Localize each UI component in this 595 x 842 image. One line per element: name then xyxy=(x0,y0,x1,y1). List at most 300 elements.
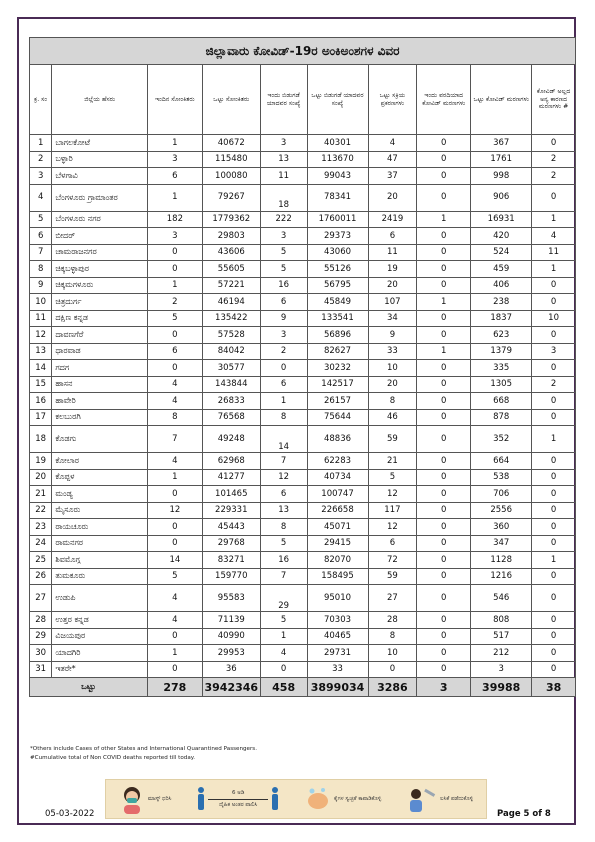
table-cell: 47 xyxy=(368,151,417,168)
table-cell: 3 xyxy=(147,228,202,245)
footnotes xyxy=(30,745,257,763)
table-cell: 79267 xyxy=(202,184,260,211)
district-name-cell: ಚಿತ್ರದುರ್ಗ xyxy=(52,294,148,311)
table-cell: 14 xyxy=(147,552,202,569)
table-cell: 82070 xyxy=(307,552,368,569)
table-cell: 2556 xyxy=(471,502,532,519)
total-row xyxy=(30,678,576,697)
table-cell: 1837 xyxy=(471,310,532,327)
table-cell: 21 xyxy=(30,486,52,503)
district-name-cell: ಗದಗ xyxy=(52,360,148,377)
table-cell: 29415 xyxy=(307,535,368,552)
table-row xyxy=(30,453,576,470)
table-cell: 29768 xyxy=(202,535,260,552)
table-cell: 0 xyxy=(532,661,576,678)
district-name-cell: ಚಿಕ್ಕಮಗಳೂರು xyxy=(52,277,148,294)
table-cell: 0 xyxy=(417,453,471,470)
table-cell: 524 xyxy=(471,244,532,261)
table-cell: 12 xyxy=(368,486,417,503)
table-cell: 1 xyxy=(147,645,202,662)
table-cell: 1305 xyxy=(471,376,532,393)
table-cell: 7 xyxy=(260,568,307,585)
table-cell: 0 xyxy=(532,184,576,211)
table-cell: 1 xyxy=(532,211,576,228)
table-cell: 0 xyxy=(532,409,576,426)
table-cell: 5 xyxy=(260,535,307,552)
district-name-cell: ಶಿವಮೊಗ್ಗ xyxy=(52,552,148,569)
column-header: ಕೋವಿಡ್ ಅಲ್ಲದ ಅನ್ಯ ಕಾರಣದ ಮರಣಗಳು # xyxy=(532,65,576,135)
table-cell: 4 xyxy=(30,184,52,211)
column-header: ಒಟ್ಟು ಬಿಡುಗಡೆ ಯಾದವರ ಸಂಖ್ಯೆ xyxy=(307,65,368,135)
table-cell: 70303 xyxy=(307,612,368,629)
table-cell: 13 xyxy=(260,502,307,519)
table-cell: 55605 xyxy=(202,261,260,278)
distance-item xyxy=(197,786,279,812)
table-cell: 5 xyxy=(147,568,202,585)
table-cell: 0 xyxy=(417,135,471,152)
table-cell: 0 xyxy=(417,244,471,261)
table-cell: 3 xyxy=(260,135,307,152)
distance-label: 6 ಅಡಿ xyxy=(232,789,245,796)
table-cell: 998 xyxy=(471,168,532,185)
distance-subtext: ದೈಹಿಕ ಅಂತರ ಪಾಲಿಸಿ xyxy=(219,801,258,808)
table-cell: 29373 xyxy=(307,228,368,245)
table-cell: 1 xyxy=(417,211,471,228)
table-cell: 75644 xyxy=(307,409,368,426)
district-name-cell: ಚಿಕ್ಕಬಳ್ಳಾಪುರ xyxy=(52,261,148,278)
table-row xyxy=(30,168,576,185)
district-name-cell: ರಾಮನಗರ xyxy=(52,535,148,552)
handwash-item xyxy=(305,785,381,813)
table-row xyxy=(30,244,576,261)
table-cell: 0 xyxy=(417,376,471,393)
table-cell: 1379 xyxy=(471,343,532,360)
table-row xyxy=(30,211,576,228)
table-cell: 0 xyxy=(532,502,576,519)
table-cell: 40465 xyxy=(307,628,368,645)
table-cell: 43606 xyxy=(202,244,260,261)
table-cell: 623 xyxy=(471,327,532,344)
table-cell: 420 xyxy=(471,228,532,245)
district-name-cell: ಬೆಳಗಾವಿ xyxy=(52,168,148,185)
table-cell: 1 xyxy=(147,135,202,152)
table-cell: 4 xyxy=(147,393,202,410)
table-cell: 17 xyxy=(30,409,52,426)
table-cell: 1 xyxy=(532,261,576,278)
table-cell: 41277 xyxy=(202,469,260,486)
table-cell: 12 xyxy=(30,327,52,344)
table-cell: 29 xyxy=(30,628,52,645)
table-cell: 4 xyxy=(147,453,202,470)
table-cell: 1 xyxy=(532,552,576,569)
column-header: ಇಂದು ಬಿಡುಗಡೆ ಯಾದವರ ಸಂಖ್ಯೆ xyxy=(260,65,307,135)
table-cell: 158495 xyxy=(307,568,368,585)
table-cell: 33 xyxy=(368,343,417,360)
table-cell: 24 xyxy=(30,535,52,552)
column-header: ಜಿಲ್ಲೆಯ ಹೆಸರು xyxy=(52,65,148,135)
table-cell: 0 xyxy=(532,535,576,552)
column-header: ಕ್ರ. ಸಂ xyxy=(30,65,52,135)
table-cell: 20 xyxy=(368,277,417,294)
table-cell: 1216 xyxy=(471,568,532,585)
table-cell: 0 xyxy=(417,409,471,426)
table-cell: 0 xyxy=(417,502,471,519)
table-cell: 20 xyxy=(30,469,52,486)
district-name-cell: ಬೆಂಗಳೂರು ಗ್ರಾಮಾಂತರ xyxy=(52,184,148,211)
distance-arrow-icon xyxy=(208,799,268,800)
table-cell: 95583 xyxy=(202,585,260,612)
table-cell: 6 xyxy=(260,376,307,393)
table-cell: 3 xyxy=(471,661,532,678)
table-cell: 4 xyxy=(147,585,202,612)
table-cell: 11 xyxy=(368,244,417,261)
report-date: 05-03-2022 xyxy=(45,809,95,819)
table-cell: 0 xyxy=(532,612,576,629)
table-cell: 34 xyxy=(368,310,417,327)
table-cell: 43060 xyxy=(307,244,368,261)
table-cell: 25 xyxy=(30,552,52,569)
district-name-cell: ಮೈಸೂರು xyxy=(52,502,148,519)
table-cell: 0 xyxy=(417,519,471,536)
table-cell: 0 xyxy=(532,360,576,377)
table-cell: 133541 xyxy=(307,310,368,327)
table-cell: 46 xyxy=(368,409,417,426)
column-header: ಇಂದಿನ ಸೋಂಕಿತರು xyxy=(147,65,202,135)
table-cell: 5 xyxy=(30,211,52,228)
table-cell: 29953 xyxy=(202,645,260,662)
table-row xyxy=(30,661,576,678)
distance-marker xyxy=(208,790,268,808)
table-row xyxy=(30,612,576,629)
header-row xyxy=(30,65,576,135)
table-cell: 16 xyxy=(260,552,307,569)
table-cell: 2 xyxy=(147,294,202,311)
table-cell: 113670 xyxy=(307,151,368,168)
district-name-cell: ಯಾದಗಿರಿ xyxy=(52,645,148,662)
table-cell: 9 xyxy=(260,310,307,327)
table-row xyxy=(30,310,576,327)
district-name-cell: ದಾವಣಗೆರೆ xyxy=(52,327,148,344)
total-cell: 3942346 xyxy=(202,678,260,697)
district-name-cell: ಕೊಡಗು xyxy=(52,426,148,453)
table-row xyxy=(30,519,576,536)
table-cell: 808 xyxy=(471,612,532,629)
table-cell: 31 xyxy=(30,661,52,678)
table-cell: 9 xyxy=(368,327,417,344)
table-cell: 26833 xyxy=(202,393,260,410)
table-row xyxy=(30,535,576,552)
table-cell: 0 xyxy=(532,294,576,311)
table-cell: 0 xyxy=(417,184,471,211)
table-cell: 20 xyxy=(368,184,417,211)
table-cell: 5 xyxy=(260,244,307,261)
table-row xyxy=(30,184,576,211)
table-cell: 0 xyxy=(147,327,202,344)
table-cell: 4 xyxy=(147,612,202,629)
table-cell: 3 xyxy=(260,327,307,344)
table-cell: 100080 xyxy=(202,168,260,185)
table-cell: 0 xyxy=(417,360,471,377)
total-cell: 458 xyxy=(260,678,307,697)
table-cell: 360 xyxy=(471,519,532,536)
table-cell: 40672 xyxy=(202,135,260,152)
table-cell: 0 xyxy=(260,360,307,377)
column-header: ಇಂದು ವರದಿಯಾದ ಕೋವಿಡ್ ಮರಣಗಳು xyxy=(417,65,471,135)
table-cell: 2 xyxy=(532,151,576,168)
table-cell: 6 xyxy=(147,343,202,360)
table-cell: 6 xyxy=(260,294,307,311)
table-cell: 0 xyxy=(417,585,471,612)
table-row xyxy=(30,135,576,152)
table-row xyxy=(30,151,576,168)
table-cell: 0 xyxy=(417,327,471,344)
table-cell: 0 xyxy=(417,661,471,678)
district-name-cell: ಮಂಡ್ಯ xyxy=(52,486,148,503)
table-cell: 0 xyxy=(532,469,576,486)
table-cell: 40301 xyxy=(307,135,368,152)
table-cell: 49248 xyxy=(202,426,260,453)
table-cell: 0 xyxy=(417,645,471,662)
table-cell: 0 xyxy=(532,645,576,662)
table-cell: 45849 xyxy=(307,294,368,311)
table-cell: 906 xyxy=(471,184,532,211)
table-cell: 2419 xyxy=(368,211,417,228)
table-cell: 3 xyxy=(260,228,307,245)
table-title: ಜಿಲ್ಲಾವಾರು ಕೋವಿಡ್-19ರ ಅಂಕಿಅಂಶಗಳ ವಿವರ xyxy=(30,38,576,65)
table-cell: 0 xyxy=(417,552,471,569)
table-cell: 13 xyxy=(30,343,52,360)
table-cell: 82627 xyxy=(307,343,368,360)
table-cell: 0 xyxy=(417,277,471,294)
district-covid-table xyxy=(29,37,576,697)
table-row xyxy=(30,360,576,377)
table-cell: 40734 xyxy=(307,469,368,486)
table-row xyxy=(30,409,576,426)
table-row xyxy=(30,376,576,393)
table-cell: 2 xyxy=(532,168,576,185)
district-name-cell: ರಾಯಚೂರು xyxy=(52,519,148,536)
table-cell: 57528 xyxy=(202,327,260,344)
table-cell: 76568 xyxy=(202,409,260,426)
table-cell: 5 xyxy=(147,310,202,327)
table-cell: 2 xyxy=(30,151,52,168)
table-cell: 1 xyxy=(30,135,52,152)
table-cell: 56896 xyxy=(307,327,368,344)
table-body xyxy=(30,135,576,678)
table-cell: 21 xyxy=(368,453,417,470)
table-cell: 5 xyxy=(260,261,307,278)
table-cell: 46194 xyxy=(202,294,260,311)
table-cell: 59 xyxy=(368,568,417,585)
table-cell: 3 xyxy=(532,343,576,360)
column-header: ಒಟ್ಟು ಸಕ್ರಿಯ ಪ್ರಕರಣಗಳು xyxy=(368,65,417,135)
district-name-cell: ಕೋಲಾರ xyxy=(52,453,148,470)
table-cell: 0 xyxy=(532,628,576,645)
table-cell: 12 xyxy=(368,519,417,536)
table-cell: 0 xyxy=(147,261,202,278)
district-name-cell: ಕಲಬುರಗಿ xyxy=(52,409,148,426)
note-others: *Others include Cases of other States and International Quarantined Passengers. xyxy=(30,746,257,752)
table-cell: 10 xyxy=(368,645,417,662)
table-cell: 1 xyxy=(147,469,202,486)
total-cell: 3 xyxy=(417,678,471,697)
page-number: Page 5 of 8 xyxy=(497,809,551,819)
district-name-cell: ಬೀದರ್ xyxy=(52,228,148,245)
table-cell: 8 xyxy=(147,409,202,426)
table-cell: 27 xyxy=(30,585,52,612)
table-cell: 159770 xyxy=(202,568,260,585)
table-row xyxy=(30,393,576,410)
table-cell: 546 xyxy=(471,585,532,612)
table-cell: 0 xyxy=(417,228,471,245)
table-row xyxy=(30,486,576,503)
table-row xyxy=(30,261,576,278)
table-row xyxy=(30,645,576,662)
mask-text: ಮಾಸ್ಕ್ ಧರಿಸಿ xyxy=(147,795,172,802)
district-name-cell: ದಕ್ಷಿಣ ಕನ್ನಡ xyxy=(52,310,148,327)
table-cell: 335 xyxy=(471,360,532,377)
table-cell: 95010 xyxy=(307,585,368,612)
table-cell: 7 xyxy=(260,453,307,470)
table-cell: 1 xyxy=(260,393,307,410)
table-cell: 517 xyxy=(471,628,532,645)
district-name-cell: ಉತ್ತರ ಕನ್ನಡ xyxy=(52,612,148,629)
table-cell: 0 xyxy=(368,661,417,678)
table-cell: 78341 xyxy=(307,184,368,211)
table-cell: 11 xyxy=(30,310,52,327)
table-cell: 5 xyxy=(260,612,307,629)
table-cell: 0 xyxy=(417,486,471,503)
table-cell: 83271 xyxy=(202,552,260,569)
table-cell: 28 xyxy=(368,612,417,629)
table-cell: 367 xyxy=(471,135,532,152)
table-cell: 5 xyxy=(368,469,417,486)
district-name-cell: ಚಾಮರಾಜನಗರ xyxy=(52,244,148,261)
table-cell: 62283 xyxy=(307,453,368,470)
table-cell: 29731 xyxy=(307,645,368,662)
table-cell: 30232 xyxy=(307,360,368,377)
table-cell: 4 xyxy=(147,376,202,393)
total-cell: 278 xyxy=(147,678,202,697)
district-name-cell: ಧಾರವಾಡ xyxy=(52,343,148,360)
table-row xyxy=(30,568,576,585)
table-cell: 56795 xyxy=(307,277,368,294)
table-cell: 71139 xyxy=(202,612,260,629)
table-cell: 57221 xyxy=(202,277,260,294)
table-cell: 10 xyxy=(30,294,52,311)
total-cell: 3286 xyxy=(368,678,417,697)
table-cell: 8 xyxy=(368,628,417,645)
table-cell: 1128 xyxy=(471,552,532,569)
table-cell: 10 xyxy=(532,310,576,327)
table-cell: 26157 xyxy=(307,393,368,410)
table-cell: 1 xyxy=(532,426,576,453)
column-header: ಒಟ್ಟು ಸೋಂಕಿತರು xyxy=(202,65,260,135)
table-cell: 0 xyxy=(532,277,576,294)
table-cell: 22 xyxy=(30,502,52,519)
table-cell: 4 xyxy=(260,645,307,662)
mask-person-icon xyxy=(119,784,145,814)
table-cell: 23 xyxy=(30,519,52,536)
table-cell: 0 xyxy=(417,469,471,486)
table-cell: 3 xyxy=(147,151,202,168)
table-cell: 48836 xyxy=(307,426,368,453)
table-cell: 0 xyxy=(417,612,471,629)
handwash-text: ಕೈಗಳ ಸ್ವಚ್ಛತೆ ಕಾಪಾಡಿಕೊಳ್ಳಿ xyxy=(334,795,382,802)
table-cell: 19 xyxy=(30,453,52,470)
table-cell: 0 xyxy=(417,151,471,168)
table-row xyxy=(30,343,576,360)
table-cell: 72 xyxy=(368,552,417,569)
table-cell: 538 xyxy=(471,469,532,486)
table-cell: 6 xyxy=(368,228,417,245)
table-cell: 406 xyxy=(471,277,532,294)
table-cell: 8 xyxy=(30,261,52,278)
table-cell: 6 xyxy=(30,228,52,245)
table-cell: 8 xyxy=(368,393,417,410)
table-cell: 4 xyxy=(368,135,417,152)
table-cell: 45443 xyxy=(202,519,260,536)
table-cell: 0 xyxy=(260,661,307,678)
table-cell: 459 xyxy=(471,261,532,278)
vaccine-icon xyxy=(407,785,437,813)
table-cell: 347 xyxy=(471,535,532,552)
table-row xyxy=(30,426,576,453)
table-cell: 1 xyxy=(417,343,471,360)
table-cell: 0 xyxy=(417,426,471,453)
table-cell: 9 xyxy=(30,277,52,294)
table-cell: 229331 xyxy=(202,502,260,519)
table-cell: 18 xyxy=(30,426,52,453)
table-cell: 182 xyxy=(147,211,202,228)
table-cell: 117 xyxy=(368,502,417,519)
table-cell: 1 xyxy=(147,184,202,211)
table-cell: 27 xyxy=(368,585,417,612)
table-cell: 100747 xyxy=(307,486,368,503)
table-cell: 29 xyxy=(260,585,307,612)
table-cell: 14 xyxy=(260,426,307,453)
table-cell: 142517 xyxy=(307,376,368,393)
handwash-icon xyxy=(305,785,331,813)
table-cell: 19 xyxy=(368,261,417,278)
person-left-icon xyxy=(197,786,205,812)
table-cell: 20 xyxy=(368,376,417,393)
covid-safety-banner xyxy=(105,779,487,819)
district-name-cell: ಉಡುಪಿ xyxy=(52,585,148,612)
table-cell: 0 xyxy=(417,628,471,645)
table-row xyxy=(30,327,576,344)
table-cell: 6 xyxy=(147,168,202,185)
table-cell: 1 xyxy=(417,294,471,311)
table-cell: 4 xyxy=(532,228,576,245)
table-cell: 0 xyxy=(532,327,576,344)
table-cell: 16931 xyxy=(471,211,532,228)
table-cell: 18 xyxy=(260,184,307,211)
table-cell: 0 xyxy=(417,168,471,185)
column-header: ಒಟ್ಟು ಕೋವಿಡ್ ಮರಣಗಳು xyxy=(471,65,532,135)
table-cell: 36 xyxy=(202,661,260,678)
table-cell: 16 xyxy=(30,393,52,410)
district-name-cell: ವಿಜಯಪುರ xyxy=(52,628,148,645)
table-cell: 0 xyxy=(532,568,576,585)
vaccine-text: ಲಸಿಕೆ ಪಡೆದುಕೊಳ್ಳಿ xyxy=(440,795,474,802)
table-cell: 0 xyxy=(147,486,202,503)
table-row xyxy=(30,502,576,519)
district-name-cell: ಬೆಂಗಳೂರು ನಗರ xyxy=(52,211,148,228)
table-cell: 0 xyxy=(417,261,471,278)
table-cell: 0 xyxy=(532,393,576,410)
mask-item xyxy=(119,784,172,814)
